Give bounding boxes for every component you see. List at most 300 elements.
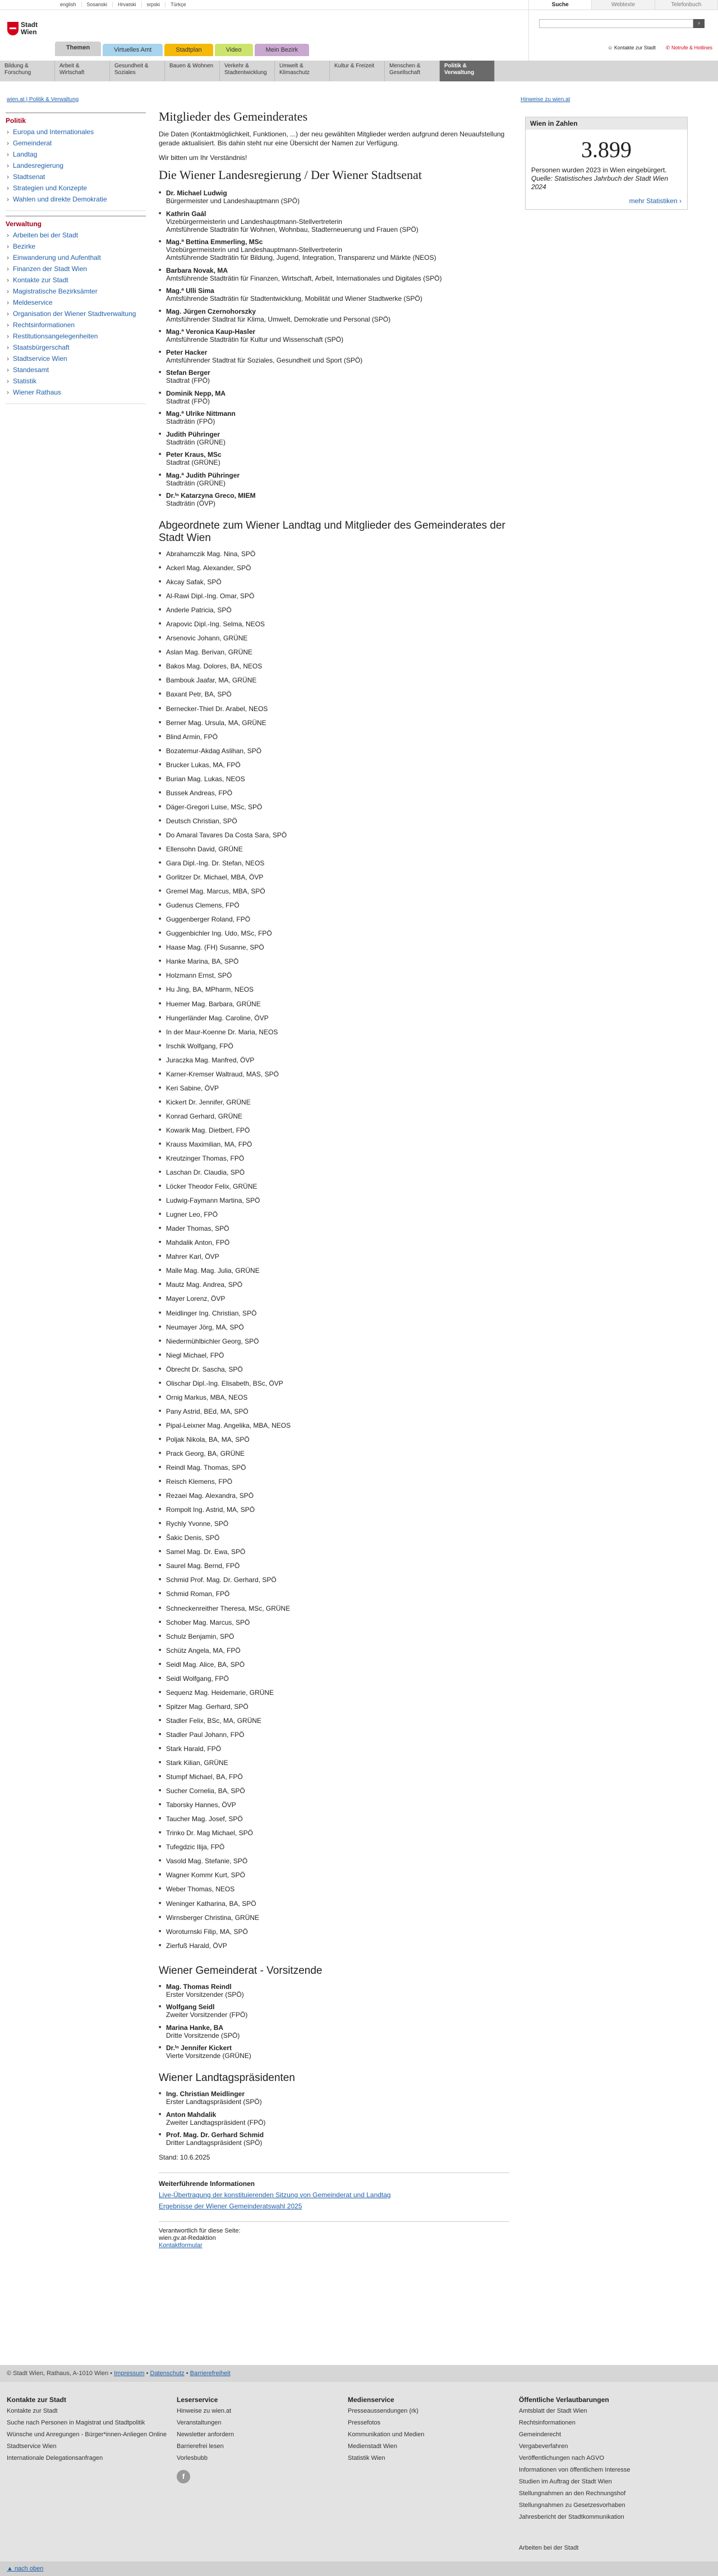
infobox-text: Personen wurden 2023 in Wien eingebürgert.	[531, 166, 667, 174]
member-item: ■ Bernecker-Thiel Dr. Arabel, NEOS	[159, 705, 509, 719]
footer-link[interactable]: Statistik Wien	[348, 2455, 385, 2462]
member-item: ■ Rezaei Mag. Alexandra, SPÖ	[159, 1492, 509, 1506]
member-item: ■ Burian Mag. Lukas, NEOS	[159, 775, 509, 789]
search-row	[539, 19, 705, 28]
person-role: Amtsführende Stadträtin für Wohnen, Wohnbau, Stadterneuerung und Frauen (SPÖ)	[166, 225, 418, 233]
intro-text: Die Daten (Kontaktmöglichkeit, Funktionen, ...) der neu gewählten Mitglieder werden aufgrund deren Neuaufstellung gerade aktualisiert. Bis dahin steht nur eine Übersicht der Namen zur Verfügung.	[159, 130, 505, 147]
subnav-verkehr[interactable]: Verkehr & Stadtentwicklung	[220, 61, 275, 81]
member-item: ■ Stumpf Michael, BA, FPÖ	[159, 1773, 509, 1787]
subnav-politik[interactable]: Politik & Verwaltung	[440, 61, 495, 81]
phone-icon: ✆	[665, 45, 671, 51]
person-entry	[159, 389, 509, 405]
member-item: ■ Wirnsberger Christina, GRÜNE	[159, 1914, 509, 1928]
member-item: ■ Laschan Dr. Claudia, SPÖ	[159, 1168, 509, 1182]
footer-link[interactable]: Barrierefrei lesen	[177, 2443, 224, 2450]
more-statistics-link[interactable]: mehr Statistiken ›	[629, 197, 682, 205]
member-item: ■ Malle Mag. Mag. Julia, GRÜNE	[159, 1267, 509, 1281]
person-name: ■ Kathrin Gaál	[166, 209, 206, 218]
member-item: ■ Kickert Dr. Jennifer, GRÜNE	[159, 1098, 509, 1112]
member-item: ■ Rompolt Ing. Astrid, MA, SPÖ	[159, 1506, 509, 1520]
election-results-link[interactable]: Ergebnisse der Wiener Gemeinderatswahl 2025	[159, 2202, 302, 2211]
footer-col4-links	[519, 2407, 682, 2521]
person-role: Amtsführender Stadtrat für Soziales, Gesundheit und Sport (SPÖ)	[166, 356, 363, 364]
hotlines-link-label: Notrufe & Hotlines	[671, 45, 712, 51]
member-item: ■ Reindl Mag. Thomas, SPÖ	[159, 1464, 509, 1478]
government-list	[159, 189, 509, 507]
subnav-arbeit[interactable]: Arbeit & Wirtschaft	[55, 61, 110, 81]
member-item: ■ Schober Mag. Marcus, SPÖ	[159, 1619, 509, 1633]
sidebar-item[interactable]: › Einwanderung und Aufenthalt	[6, 252, 146, 263]
member-item: ■ Taucher Mag. Josef, SPÖ	[159, 1815, 509, 1829]
breadcrumb[interactable]: wien.at | Politik & Verwaltung	[7, 97, 79, 103]
member-item: ■ Seidl Mag. Alice, BA, SPÖ	[159, 1661, 509, 1675]
member-item: ■ Baxant Petr, BA, SPÖ	[159, 690, 509, 704]
footer-link[interactable]: Informationen von öffentlichem Interesse	[519, 2467, 630, 2473]
header-contact-links	[607, 45, 712, 51]
person-role: Amtsführender Stadtrat für Klima, Umwelt, Demokratie und Personal (SPÖ)	[166, 315, 391, 323]
search-tab-suche[interactable]: Suche	[529, 0, 592, 10]
person-name: ■ Mag.ª Ulrike Nittmann	[166, 410, 236, 418]
member-item: ■ Kowarik Mag. Dietbert, FPÖ	[159, 1126, 509, 1140]
person-role: Dritter Landtagspräsident (SPÖ)	[166, 2139, 263, 2147]
person-role: Vierte Vorsitzende (GRÜNE)	[166, 2052, 251, 2060]
search-button[interactable]: ›	[693, 19, 705, 28]
footer-link[interactable]: Stellungnahmen an den Rechnungshof	[519, 2490, 626, 2497]
person-name: ■ Mag.ª Bettina Emmerling, MSc	[166, 238, 263, 246]
member-item: ■ Abrahamczik Mag. Nina, SPÖ	[159, 550, 509, 564]
sidebar-item[interactable]: › Strategien und Konzepte	[6, 182, 146, 194]
sidebar-item[interactable]: › Magistratische Bezirksämter	[6, 286, 146, 297]
footer-link[interactable]: Stellungnahmen zu Gesetzesvorhaben	[519, 2502, 625, 2509]
member-item: ■ Stadler Felix, BSc, MA, GRÜNE	[159, 1717, 509, 1731]
infobox-number: 3.899	[581, 137, 632, 162]
member-item: ■ Šakic Denis, SPÖ	[159, 1534, 509, 1548]
member-item: ■ Meidlinger Ing. Christian, SPÖ	[159, 1309, 509, 1323]
member-item: ■ Tufegdzic Ilija, FPÖ	[159, 1843, 509, 1857]
footer-col-verlautbarungen	[519, 2396, 682, 2525]
member-item: ■ Ornig Markus, MBA, NEOS	[159, 1394, 509, 1408]
member-item: ■ Berner Mag. Ursula, MA, GRÜNE	[159, 719, 509, 733]
member-item: ■ Sequenz Mag. Heidemarie, GRÜNE	[159, 1689, 509, 1703]
member-item: ■ Aslan Mag. Berivan, GRÜNE	[159, 648, 509, 662]
subnav-umwelt[interactable]: Umwelt & Klimaschutz	[275, 61, 330, 81]
member-item: ■ Gudenus Clemens, FPÖ	[159, 901, 509, 915]
members-heading: Abgeordnete zum Wiener Landtag und Mitglieder des Gemeinderates der Stadt Wien	[159, 520, 505, 544]
footer-link[interactable]: Rechtsinformationen	[519, 2419, 576, 2426]
lang-srpski[interactable]: srpski	[142, 2, 166, 7]
member-item: ■ Löcker Theodor Felix, GRÜNE	[159, 1182, 509, 1197]
hinweise-link[interactable]: Hinweise zu wien.at	[521, 97, 570, 103]
person-name: ■ Wolfgang Seidl	[166, 2003, 215, 2011]
member-item: ■ Hungerländer Mag. Caroline, ÖVP	[159, 1014, 509, 1028]
subnav-bauen[interactable]: Bauen & Wohnen	[165, 61, 220, 81]
footer-col2-title: Leserservice	[177, 2396, 218, 2404]
member-item: ■ Niegl Michael, FPÖ	[159, 1351, 509, 1365]
member-item: ■ Guggenberger Roland, FPÖ	[159, 915, 509, 929]
tab-mein-bezirk[interactable]: Mein Bezirk	[255, 44, 309, 56]
footer-link[interactable]: Wünsche und Anregungen - Bürger*innen-Anliegen Online	[7, 2431, 167, 2438]
main-tabs	[55, 44, 311, 56]
search-tab-webtexte[interactable]: Webtexte	[592, 0, 655, 10]
footer-link[interactable]: Kommunikation und Medien	[348, 2431, 425, 2438]
stadt-wien-logo[interactable]	[7, 21, 38, 36]
person-entry	[159, 238, 509, 262]
member-item: ■ Krauss Maximilian, MA, FPÖ	[159, 1140, 509, 1154]
member-item: ■ Akcay Safak, SPÖ	[159, 578, 509, 592]
person-entry	[159, 430, 509, 446]
footer-link[interactable]: Presseaussendungen (rk)	[348, 2408, 418, 2414]
logo-text	[21, 21, 38, 36]
footer-link[interactable]: Newsletter anfordern	[177, 2431, 234, 2438]
footer-legal-bar	[0, 2365, 718, 2382]
sidebar-item[interactable]: › Bezirke	[6, 241, 146, 252]
footer-link[interactable]: Hinweise zu wien.at	[177, 2408, 232, 2414]
member-item: ■ Weber Thomas, NEOS	[159, 1885, 509, 1899]
sidebar-list-verwaltung	[6, 230, 146, 404]
language-links	[55, 2, 191, 7]
sidebar-title-verwaltung: Verwaltung	[6, 220, 42, 228]
member-item: ■ Schmid Roman, FPÖ	[159, 1590, 509, 1604]
member-item: ■ Mader Thomas, SPÖ	[159, 1225, 509, 1239]
person-role: Amtsführende Stadträtin für Kultur und Wissenschaft (SPÖ)	[166, 336, 344, 343]
impressum-link[interactable]: Impressum	[114, 2370, 145, 2377]
member-item: ■ Guggenbichler Ing. Udo, MSc, FPÖ	[159, 929, 509, 943]
member-item: ■ Öbrecht Dr. Sascha, SPÖ	[159, 1365, 509, 1379]
footer-link[interactable]: Pressefotos	[348, 2419, 381, 2426]
person-name: ■ Mag. Thomas Reindl	[166, 1982, 232, 1991]
footer-link[interactable]: Jahresbericht der Stadtkommunikation	[519, 2514, 624, 2520]
sidebar-item[interactable]: › Gemeinderat	[6, 137, 146, 149]
footer-link[interactable]: Amtsblatt der Stadt Wien	[519, 2408, 587, 2414]
page-title: Mitglieder des Gemeinderates	[159, 109, 308, 123]
footer-legal: © Stadt Wien, Rathaus, A-1010 Wien • Impressum • Datenschutz • Barrierefreiheit	[7, 2370, 231, 2377]
subnav-gesundheit[interactable]: Gesundheit & Soziales	[110, 61, 165, 81]
member-item: ■ Vasold Mag. Stefanie, SPÖ	[159, 1857, 509, 1871]
member-item: ■ Pipal-Leixner Mag. Angelika, MBA, NEOS	[159, 1422, 509, 1436]
logo-line2: Wien	[21, 28, 37, 36]
sidebar-item[interactable]: › Europa und Internationales	[6, 126, 146, 137]
person-entry	[159, 2090, 509, 2106]
member-item: ■ Haase Mag. (FH) Susanne, SPÖ	[159, 943, 509, 957]
barrierefreiheit-link[interactable]: Barrierefreiheit	[190, 2370, 231, 2377]
person-role: Stadträtin (FPÖ)	[166, 418, 215, 425]
person-role: Erster Landtagspräsident (SPÖ)	[166, 2098, 262, 2106]
contacts-link[interactable]	[607, 45, 656, 51]
sidebar-item[interactable]: › Statistik	[6, 375, 146, 387]
footer-link[interactable]: Internationale Delegationsanfragen	[7, 2455, 103, 2462]
person-name: ■ Mag.ª Veronica Kaup-Hasler	[166, 328, 256, 336]
member-item: ■ Mahrer Karl, ÖVP	[159, 1253, 509, 1267]
member-item: ■ Gara Dipl.-Ing. Dr. Stefan, NEOS	[159, 859, 509, 873]
member-item: ■ Rychly Yvonne, SPÖ	[159, 1520, 509, 1534]
person-role: Amtsführende Stadträtin für Bildung, Jugend, Integration, Transparenz und Märkte (NEOS)	[166, 254, 436, 262]
sidebar-item[interactable]: › Kontakte zur Stadt	[6, 274, 146, 286]
member-item: ■ Al-Rawi Dipl.-Ing. Omar, SPÖ	[159, 592, 509, 606]
footer-col2-links	[177, 2407, 339, 2462]
member-item: ■ Stadler Paul Johann, FPÖ	[159, 1731, 509, 1745]
search-input[interactable]	[539, 19, 693, 28]
intro-note: Wir bitten um Ihr Verständnis!	[159, 154, 247, 162]
government-heading: Die Wiener Landesregierung / Der Wiener Stadtsenat	[159, 168, 422, 182]
person-role: Stadträtin (GRÜNE)	[166, 438, 226, 446]
statistics-infobox	[525, 117, 688, 210]
person-role: Stadtrat (GRÜNE)	[166, 459, 220, 466]
member-item: ■ Irschik Wolfgang, FPÖ	[159, 1042, 509, 1056]
member-item: ■ Däger-Gregori Luise, MSc, SPÖ	[159, 803, 509, 817]
footer-col1-links	[7, 2407, 169, 2462]
member-item: ■ Saurel Mag. Bernd, FPÖ	[159, 1562, 509, 1576]
footer-col4-title: Öffentliche Verlautbarungen	[519, 2396, 609, 2404]
person-name: ■ Dr.ⁱⁿ Jennifer Kickert	[166, 2044, 232, 2052]
member-item: ■ Hu Jing, BA, MPharm, NEOS	[159, 986, 509, 1000]
member-item: ■ Juraczka Mag. Manfred, ÖVP	[159, 1056, 509, 1070]
further-info	[159, 2172, 509, 2210]
person-role: Erster Vorsitzender (SPÖ)	[166, 1990, 244, 1999]
member-item: ■ Zierfuß Harald, ÖVP	[159, 1942, 509, 1956]
sidebar-item[interactable]: › Restitutionsangelegenheiten	[6, 331, 146, 342]
person-entry	[159, 2111, 509, 2126]
sidebar-item[interactable]: › Stadtservice Wien	[6, 353, 146, 364]
person-name: ■ Judith Pühringer	[166, 430, 220, 438]
footer-col1-title: Kontakte zur Stadt	[7, 2396, 67, 2404]
livestream-link[interactable]: Live-Übertragung der konstituierenden Sitzung von Gemeinderat und Landtag	[159, 2191, 391, 2199]
member-item: ■ Konrad Gerhard, GRÜNE	[159, 1112, 509, 1126]
member-item: ■ Gremel Mag. Marcus, MBA, SPÖ	[159, 887, 509, 901]
member-item: ■ Schmid Prof. Mag. Dr. Gerhard, SPÖ	[159, 1576, 509, 1590]
sidebar-item[interactable]: › Wahlen und direkte Demokratie	[6, 194, 146, 205]
member-item: ■ Olischar Dipl.-Ing. Elisabeth, BSc, ÖVP	[159, 1379, 509, 1394]
member-item: ■ Woroturnski Filip, MA, SPÖ	[159, 1928, 509, 1942]
person-role: Stadtrat (FPÖ)	[166, 397, 210, 405]
subnav-menschen[interactable]: Menschen & Gesellschaft	[385, 61, 440, 81]
member-item: ■ Stark Kilian, GRÜNE	[159, 1759, 509, 1773]
member-item: ■ Pany Astrid, BEd, MA, SPÖ	[159, 1408, 509, 1422]
person-name: ■ Stefan Berger	[166, 369, 210, 377]
sidebar-list-politik	[6, 126, 146, 211]
member-item: ■ Kreutzinger Thomas, FPÖ	[159, 1154, 509, 1168]
copyright-text: © Stadt Wien, Rathaus, A-1010 Wien •	[7, 2370, 113, 2377]
member-item: ■ Schulz Benjamin, SPÖ	[159, 1633, 509, 1647]
person-name: ■ Peter Kraus, MSc	[166, 451, 222, 459]
footer-link[interactable]: Stadtservice Wien	[7, 2443, 57, 2450]
person-role: Amtsführende Stadträtin für Finanzen, Wirtschaft, Arbeit, Internationales und Digitales (SPÖ)	[166, 274, 442, 282]
responsible-info	[159, 2221, 509, 2249]
responsible-org: wien.gv.at-Redaktion	[159, 2235, 216, 2242]
member-item: ■ Bambouk Jaafar, MA, GRÜNE	[159, 676, 509, 690]
subnav-bildung[interactable]: Bildung & Forschung	[0, 61, 55, 81]
sidebar-section-politik	[6, 112, 146, 211]
search-tab-telefonbuch[interactable]: Telefonbuch	[655, 0, 718, 10]
further-info-title: Weiterführende Informationen	[159, 2180, 255, 2188]
person-name: ■ Ing. Christian Meidlinger	[166, 2090, 245, 2098]
member-item: ■ Holzmann Ernst, SPÖ	[159, 971, 509, 986]
presidium-heading: Wiener Gemeinderat - Vorsitzende	[159, 1964, 323, 1977]
sidebar-title-politik: Politik	[6, 117, 26, 125]
lang-bosanski[interactable]: Sosanski	[82, 2, 113, 7]
presidium-list	[159, 1983, 509, 2060]
sidebar-item[interactable]: › Meldeservice	[6, 297, 146, 308]
person-entry	[159, 1983, 509, 1999]
sidebar-item[interactable]: › Wiener Rathaus	[6, 387, 146, 398]
member-item: ■ Mahdalik Anton, FPÖ	[159, 1239, 509, 1253]
person-entry	[159, 369, 509, 384]
contact-form-link[interactable]: Kontaktformular	[159, 2242, 202, 2249]
person-role: Stadträtin (GRÜNE)	[166, 479, 226, 487]
member-item: ■ Bussek Andreas, FPÖ	[159, 789, 509, 803]
person-role: Stadträtin (ÖVP)	[166, 499, 216, 507]
back-to-top-link[interactable]: ▲ nach oben	[7, 2565, 44, 2572]
infobox-title: Wien in Zahlen	[526, 117, 687, 130]
infobox-source: Quelle: Statistisches Jahrbuch der Stadt Wien 2024	[531, 175, 669, 191]
member-item: ■ Lugner Leo, FPÖ	[159, 1211, 509, 1225]
person-entry	[159, 492, 509, 507]
member-item: ■ Prack Georg, BA, GRÜNE	[159, 1450, 509, 1464]
member-item: ■ Hanke Marina, BA, SPÖ	[159, 957, 509, 971]
member-item: ■ Neumayer Jörg, MA, SPÖ	[159, 1323, 509, 1337]
landtag-list	[159, 2090, 509, 2147]
member-item: ■ Taborsky Hannes, ÖVP	[159, 1801, 509, 1815]
member-item: ■ Reisch Klemens, FPÖ	[159, 1478, 509, 1492]
footer-link[interactable]: Suche nach Personen in Magistrat und Stadtpolitik	[7, 2419, 145, 2426]
stand-date: Stand: 10.6.2025	[159, 2153, 210, 2162]
lang-english[interactable]: english	[55, 2, 82, 7]
member-item: ■ Samel Mag. Dr. Ewa, SPÖ	[159, 1548, 509, 1562]
member-item: ■ Bakos Mag. Dolores, BA, NEOS	[159, 662, 509, 676]
member-item: ■ Mayer Lorenz, ÖVP	[159, 1295, 509, 1309]
arbeiten-link[interactable]: Arbeiten bei der Stadt	[519, 2545, 579, 2551]
sidebar-item[interactable]: › Staatsbürgerschaft	[6, 342, 146, 353]
member-item: ■ Bozatemur-Akdag Aslihan, SPÖ	[159, 747, 509, 761]
sidebar-item[interactable]: › Rechtsinformationen	[6, 319, 146, 331]
lang-turkce[interactable]: Türkçe	[171, 2, 186, 7]
member-item: ■ Blind Armin, FPÖ	[159, 733, 509, 747]
member-item: ■ Arapovic Dipl.-Ing. Selma, NEOS	[159, 620, 509, 634]
search-tabs	[529, 0, 718, 10]
person-entry	[159, 287, 509, 302]
footer-link[interactable]: Vorlesbubb	[177, 2455, 208, 2462]
member-item: ■ Schneckenreither Theresa, MSc, GRÜNE	[159, 1605, 509, 1619]
members-list	[159, 550, 509, 1956]
footer-link[interactable]: Veröffentlichungen nach AGVO	[519, 2455, 605, 2462]
footer-link[interactable]: Kontakte zur Stadt	[7, 2408, 58, 2414]
member-item: ■ Anderle Patricia, SPÖ	[159, 606, 509, 620]
member-item: ■ In der Maur-Koenne Dr. Maria, NEOS	[159, 1028, 509, 1042]
tab-video[interactable]: Video	[215, 44, 253, 56]
member-item: ■ Do Amaral Tavares Da Costa Sara, SPÖ	[159, 831, 509, 845]
main-content	[159, 109, 509, 2249]
sidebar-item[interactable]: › Arbeiten bei der Stadt	[6, 230, 146, 241]
person-entry	[159, 210, 509, 233]
footer-link[interactable]: Medienstadt Wien	[348, 2443, 398, 2450]
member-item: ■ Wagner Kommr Kurt, SPÖ	[159, 1871, 509, 1885]
landtag-heading: Wiener Landtagspräsidenten	[159, 2072, 295, 2084]
footer-col-medienservice	[348, 2396, 510, 2466]
person-entry	[159, 471, 509, 487]
member-item: ■ Mautz Mag. Andrea, SPÖ	[159, 1281, 509, 1295]
person-name: ■ Mag. Jürgen Czernohorszky	[166, 307, 256, 315]
member-item: ■ Sucher Cornelia, BA, SPÖ	[159, 1787, 509, 1801]
person-entry	[159, 2131, 509, 2147]
person-name: ■ Dr.ⁱⁿ Katarzyna Greco, MIEM	[166, 492, 256, 499]
sidebar-item[interactable]: › Finanzen der Stadt Wien	[6, 263, 146, 274]
sidebar-item[interactable]: › Stadtsenat	[6, 171, 146, 182]
subnav-kultur[interactable]: Kultur & Freizeit	[330, 61, 385, 81]
person-role: Dritte Vorsitzende (SPÖ)	[166, 2031, 240, 2039]
datenschutz-link[interactable]: Datenschutz	[150, 2370, 185, 2377]
member-item: ■ Arsenovic Johann, GRÜNE	[159, 634, 509, 648]
person-name: ■ Mag.ª Ulli Sima	[166, 287, 214, 295]
tab-themen[interactable]: Themen	[55, 42, 101, 56]
sidebar-section-verwaltung	[6, 216, 146, 404]
person-role: Vizebürgermeisterin und Landeshauptmann-Stellvertreterin	[166, 217, 342, 226]
tab-virtuelles-amt[interactable]: Virtuelles Amt	[103, 44, 163, 56]
member-item: ■ Schütz Angela, MA, FPÖ	[159, 1647, 509, 1661]
footer-link[interactable]: Studien im Auftrag der Stadt Wien	[519, 2478, 612, 2485]
sidebar-item[interactable]: › Standesamt	[6, 364, 146, 375]
member-item: ■ Ludwig-Faymann Martina, SPÖ	[159, 1197, 509, 1211]
person-name: ■ Anton Mahdalik	[166, 2110, 217, 2119]
person-role: Zweiter Vorsitzender (FPÖ)	[166, 2011, 248, 2019]
person-entry	[159, 349, 509, 364]
footer-col3-links	[348, 2407, 510, 2462]
responsible-label: Verantwortlich für diese Seite:	[159, 2227, 241, 2235]
hotlines-link[interactable]	[666, 45, 712, 51]
member-item: ■ Keri Sabine, ÖVP	[159, 1084, 509, 1098]
wien-shield-icon	[7, 22, 19, 35]
footer-link[interactable]: Veranstaltungen	[177, 2419, 222, 2426]
member-item: ■ Seidl Wolfgang, FPÖ	[159, 1675, 509, 1689]
member-item: ■ Trinko Dr. Mag Michael, SPÖ	[159, 1829, 509, 1843]
person-entry	[159, 189, 509, 205]
person-role: Vizebürgermeisterin und Landeshauptmann-Stellvertreterin	[166, 246, 342, 254]
person-name: ■ Dominik Nepp, MA	[166, 389, 226, 397]
member-item: ■ Huemer Mag. Barbara, GRÜNE	[159, 1000, 509, 1014]
topic-navigation	[0, 61, 718, 81]
person-name: ■ Peter Hacker	[166, 348, 208, 356]
footer-bottom	[0, 2561, 718, 2576]
member-item: ■ Gorlitzer Dr. Michael, MBA, ÖVP	[159, 873, 509, 887]
sidebar-item[interactable]: › Landtag	[6, 149, 146, 160]
member-item: ■ Poljak Nikola, BA, MA, SPÖ	[159, 1436, 509, 1450]
person-entry	[159, 308, 509, 323]
sidebar-item[interactable]: › Organisation der Wiener Stadtverwaltung	[6, 308, 146, 319]
site-footer	[0, 2382, 718, 2561]
tab-stadtplan[interactable]: Stadtplan	[164, 44, 213, 56]
person-entry	[159, 2024, 509, 2039]
member-item: ■ Ellensohn David, GRÜNE	[159, 845, 509, 859]
person-role: Stadtrat (FPÖ)	[166, 377, 210, 384]
lang-hrvatski[interactable]: Hrvatski	[113, 2, 142, 7]
member-item: ■ Karner-Kremser Waltraud, MAS, SPÖ	[159, 1070, 509, 1084]
person-name: ■ Barbara Novak, MA	[166, 266, 228, 274]
facebook-icon[interactable]: f	[177, 2470, 190, 2483]
person-role: Bürgermeister und Landeshauptmann (SPÖ)	[166, 197, 300, 205]
footer-link[interactable]: Gemeinderecht	[519, 2431, 561, 2438]
person-name: ■ Mag.ª Judith Pühringer	[166, 471, 240, 479]
member-item: ■ Niedermühlbichler Georg, SPÖ	[159, 1337, 509, 1351]
sidebar	[6, 112, 146, 409]
member-item: ■ Deutsch Christian, SPÖ	[159, 817, 509, 831]
person-entry	[159, 2003, 509, 2019]
footer-col3-title: Medienservice	[348, 2396, 394, 2404]
sidebar-item[interactable]: › Landesregierung	[6, 160, 146, 171]
footer-link[interactable]: Vergabeverfahren	[519, 2443, 568, 2450]
person-entry	[159, 267, 509, 282]
person-entry	[159, 451, 509, 466]
member-item: ■ Spitzer Mag. Gerhard, SPÖ	[159, 1703, 509, 1717]
person-role: Zweiter Landtagspräsident (FPÖ)	[166, 2118, 266, 2126]
member-item: ■ Stark Harald, FPÖ	[159, 1745, 509, 1759]
